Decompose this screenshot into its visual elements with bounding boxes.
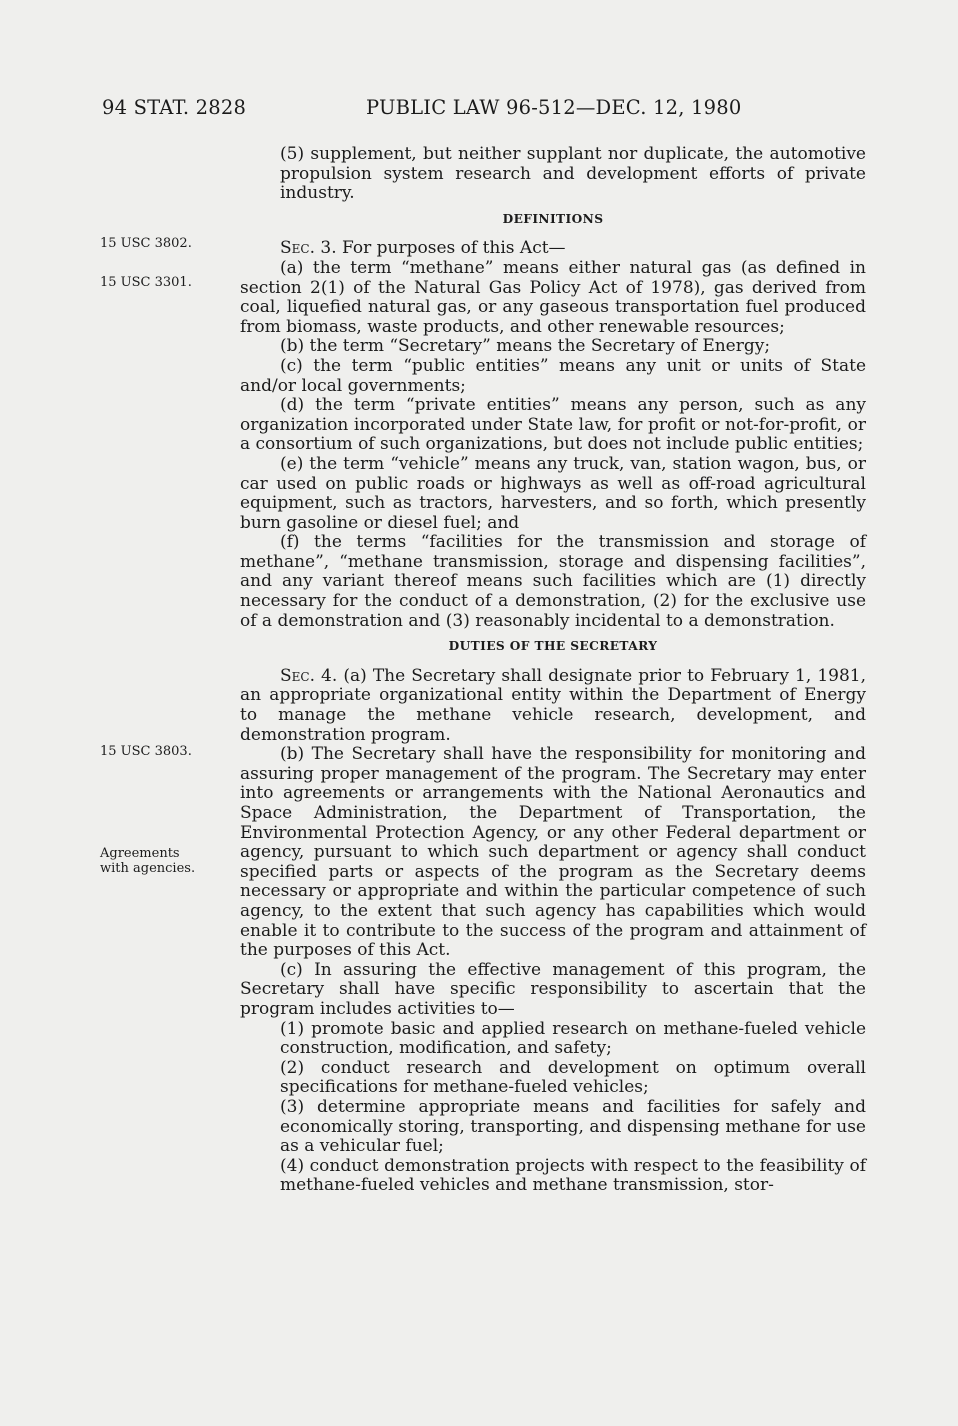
definition-a: (a) the term “methane” means either natural gas (as defined in section 2(1) of the Natural Gas Policy Act of 1978), gas derived from coal, liquefied natural gas, or any gaseous transportation fuel produced from biomass, waste products, and other renewable resources;	[240, 257, 866, 337]
margin-note-line: with agencies.	[100, 861, 196, 876]
paragraph-5: (5) supplement, but neither supplant nor duplicate, the automotive propulsion system research and development efforts of private industry.	[280, 144, 866, 204]
definition-b: (b) the term “Secretary” means the Secretary of Energy;	[280, 336, 771, 357]
activity-2: (2) conduct research and development on optimum overall specifications for methane-fueled vehicles;	[280, 1057, 866, 1098]
activity-3: (3) determine appropriate means and facilities for safely and economically storing, transporting, and dispensing methane for use as a vehicular fuel;	[280, 1096, 866, 1157]
section-label: Sec. 3.	[280, 238, 337, 259]
definitions-heading: DEFINITIONS	[502, 211, 604, 226]
section-4-c: (c) In assuring the effective management of this program, the Secretary shall have specific responsibility to ascertain that the program includes activities to—	[240, 959, 866, 1019]
definition-c: (c) the term “public entities” means any unit or units of State and/or local governments;	[240, 355, 866, 396]
margin-note-usc-3301: 15 USC 3301.	[100, 275, 192, 290]
margin-note-agreements	[100, 846, 195, 876]
page-header	[102, 96, 862, 124]
section-text: For purposes of this Act—	[336, 238, 566, 259]
public-law-title: PUBLIC LAW 96-512—DEC. 12, 1980	[366, 96, 742, 119]
duties-heading: DUTIES OF THE SECRETARY	[448, 639, 658, 654]
activity-4: (4) conduct demonstration projects with respect to the feasibility of methane-fueled vehicles and methane transmission, stor-	[280, 1155, 866, 1196]
definition-f: (f) the terms “facilities for the transmission and storage of methane”, “methane transmission, storage and dispensing facilities”, and any variant thereof means such facilities which are (1) directly necessary for the conduct of a demonstration, (2) for the exclusive use of a demonstration and (3) reasonably incidental to a demonstration.	[240, 532, 866, 631]
document-body	[240, 145, 866, 1196]
margin-note-usc-3803: 15 USC 3803.	[100, 744, 192, 759]
section-4-b: (b) The Secretary shall have the responsibility for monitoring and assuring proper management of the program. The Secretary may enter into agreements or arrangements with the National Aeronautics and Space Administration, the Department of Transportation, the Environmental Protection Agency, or any other Federal department or agency, pursuant to which such department or agency shall conduct specified parts or aspects of the program as the Secretary deems necessary or appropriate and within the particular competence of such agency, to the extent that such agency has capabilities which would enable it to contribute to the success of the program and attainment of the purposes of this Act.	[240, 744, 866, 961]
statute-page-number: 94 STAT. 2828	[102, 96, 247, 119]
definition-e: (e) the term “vehicle” means any truck, van, station wagon, bus, or car used on public roads or highways as well as off-road agricultural equipment, such as tractors, harvesters, and so forth, which presently burn gasoline or diesel fuel; and	[240, 453, 866, 533]
section-4-a	[240, 667, 866, 745]
activity-1: (1) promote basic and applied research on methane-fueled vehicle construction, modification, and safety;	[280, 1018, 866, 1059]
definition-d: (d) the term “private entities” means any person, such as any organization incorporated under State law, for profit or not-for-profit, or a consortium of such organizations, but does not include public entities;	[240, 395, 866, 455]
section-label: Sec. 4.	[280, 665, 338, 686]
section-3-intro	[240, 239, 866, 259]
section-text: (a) The Secretary shall designate prior to February 1, 1981, an appropriate organizational entity within the Department of Energy to manage the methane vehicle research, development, and demonstration program.	[240, 665, 866, 745]
margin-note-line: Agreements	[100, 846, 180, 861]
margin-note-usc-3802: 15 USC 3802.	[100, 236, 192, 251]
